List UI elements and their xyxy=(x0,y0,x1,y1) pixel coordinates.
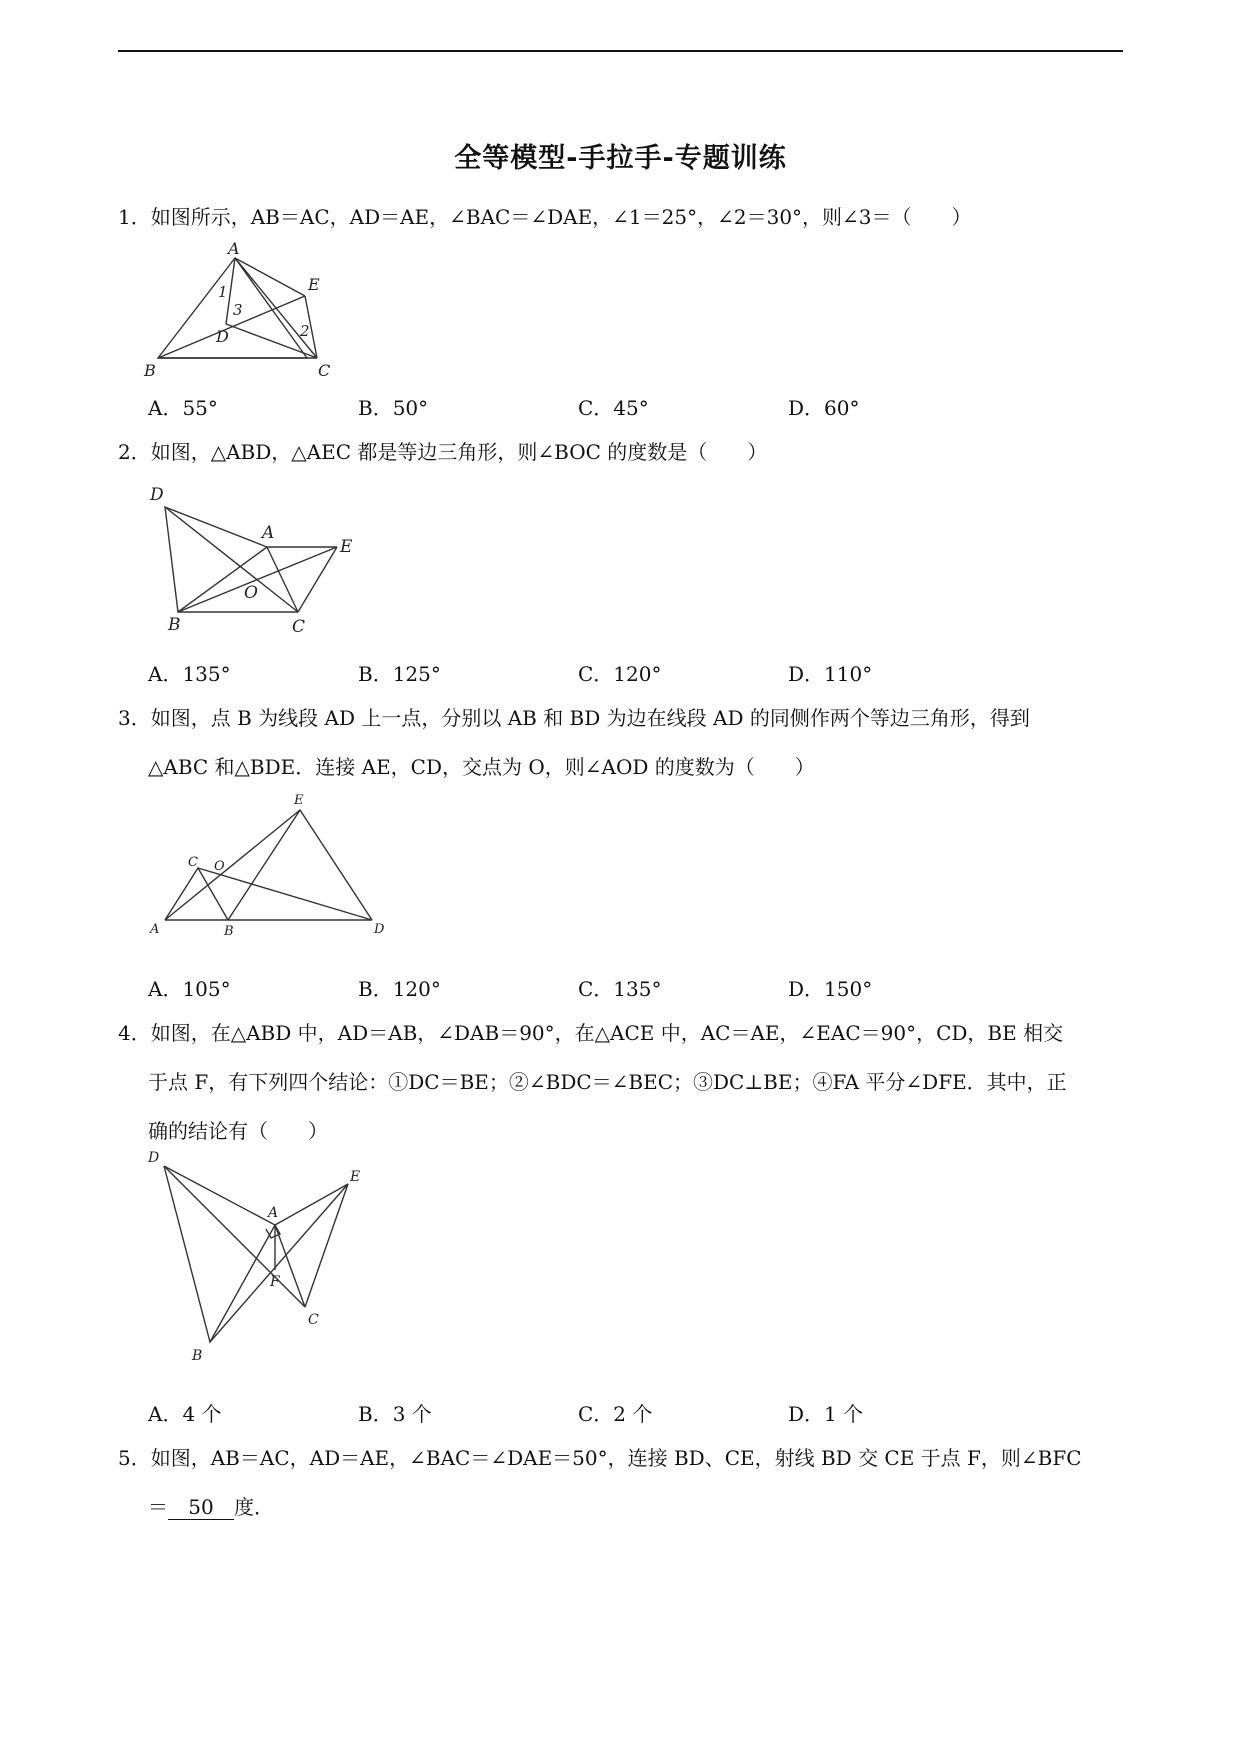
question-text: 如图，在△ABD 中，AD＝AB，∠DAB＝90°，在△ACE 中，AC＝AE，∠EAC＝90°，CD，BE 相交 xyxy=(150,1021,1064,1045)
option-c[interactable]: C．135° xyxy=(578,977,662,1001)
equals-sign: ＝ xyxy=(148,1495,168,1519)
question-3 xyxy=(118,694,1128,792)
label-angle-1: 1 xyxy=(218,283,228,301)
label-E: E xyxy=(308,275,320,294)
answer-blank[interactable]: 50 xyxy=(168,1495,234,1520)
option-b[interactable]: B．125° xyxy=(358,662,441,686)
question-number: 2． xyxy=(118,440,151,464)
label-C: C xyxy=(318,361,331,380)
question-number: 5． xyxy=(118,1446,151,1470)
question-text: △ABC 和△BDE．连接 AE，CD，交点为 O，则∠AOD 的度数为（ ） xyxy=(148,755,815,779)
question-number: 1． xyxy=(118,205,151,229)
unit-text: 度． xyxy=(234,1495,274,1519)
options-q3 xyxy=(148,973,1148,1003)
options-q1 xyxy=(148,392,1148,422)
option-c[interactable]: C．45° xyxy=(578,396,649,420)
option-b[interactable]: B．50° xyxy=(358,396,429,420)
label-A: A xyxy=(268,1205,279,1221)
options-q4 xyxy=(148,1398,1148,1428)
page-title: 全等模型-手拉手-专题训练 xyxy=(454,143,787,174)
figure-q4 xyxy=(140,1150,380,1370)
label-E: E xyxy=(350,1169,361,1185)
question-text: 如图，点 B 为线段 AD 上一点，分别以 AB 和 BD 为边在线段 AD 的同侧作两个等边三角形，得到 xyxy=(150,706,1030,730)
header-rule xyxy=(118,50,1123,52)
option-b[interactable]: B．120° xyxy=(358,977,441,1001)
question-text: 确的结论有（ ） xyxy=(148,1119,328,1143)
question-2 xyxy=(118,428,1128,477)
label-O: O xyxy=(244,583,258,603)
label-A: A xyxy=(262,523,275,543)
question-text: 于点 F，有下列四个结论：①DC＝BE；②∠BDC＝∠BEC；③DC⊥BE；④FA 平分∠DFE．其中，正 xyxy=(148,1070,1067,1094)
label-D: D xyxy=(148,1150,160,1166)
option-d[interactable]: D．150° xyxy=(788,977,873,1001)
option-a[interactable]: A．55° xyxy=(148,396,218,420)
label-D: D xyxy=(374,922,385,937)
question-number: 4． xyxy=(118,1021,151,1045)
question-text: 如图，AB＝AC，AD＝AE，∠BAC＝∠DAE＝50°，连接 BD、CE，射线 BD 交 CE 于点 F，则∠BFC xyxy=(150,1446,1082,1470)
option-a[interactable]: A．105° xyxy=(148,977,231,1001)
label-B: B xyxy=(168,615,181,635)
label-A: A xyxy=(228,239,240,258)
option-a[interactable]: A．135° xyxy=(148,662,231,686)
label-B: B xyxy=(192,1348,203,1364)
question-4 xyxy=(118,1009,1128,1156)
options-q2 xyxy=(148,658,1148,688)
label-C: C xyxy=(188,855,198,870)
question-1 xyxy=(118,193,1128,242)
label-D: D xyxy=(216,327,229,346)
question-number: 3． xyxy=(118,706,151,730)
label-angle-2: 2 xyxy=(300,322,310,340)
figure-q3 xyxy=(140,790,400,940)
label-C: C xyxy=(292,617,306,637)
option-d[interactable]: D．110° xyxy=(788,662,873,686)
label-angle-3: 3 xyxy=(233,301,243,319)
label-E: E xyxy=(294,793,304,808)
option-c[interactable]: C．2 个 xyxy=(578,1402,653,1426)
question-text: 如图所示，AB＝AC，AD＝AE，∠BAC＝∠DAE，∠1＝25°，∠2＝30°，则∠3＝（ ） xyxy=(150,205,972,229)
option-d[interactable]: D．1 个 xyxy=(788,1402,864,1426)
option-a[interactable]: A．4 个 xyxy=(148,1402,222,1426)
label-B: B xyxy=(144,361,156,380)
option-c[interactable]: C．120° xyxy=(578,662,662,686)
question-text: 如图，△ABD，△AEC 都是等边三角形，则∠BOC 的度数是（ ） xyxy=(150,440,768,464)
label-A: A xyxy=(150,922,160,937)
label-O: O xyxy=(214,859,225,874)
option-d[interactable]: D．60° xyxy=(788,396,860,420)
label-E: E xyxy=(340,537,353,557)
label-C: C xyxy=(308,1312,319,1328)
question-5 xyxy=(118,1434,1128,1532)
label-B: B xyxy=(224,924,234,939)
figure-q1 xyxy=(140,240,360,380)
figure-q2 xyxy=(140,480,370,640)
option-b[interactable]: B．3 个 xyxy=(358,1402,432,1426)
label-D: D xyxy=(150,485,164,505)
label-F: F xyxy=(270,1274,280,1290)
